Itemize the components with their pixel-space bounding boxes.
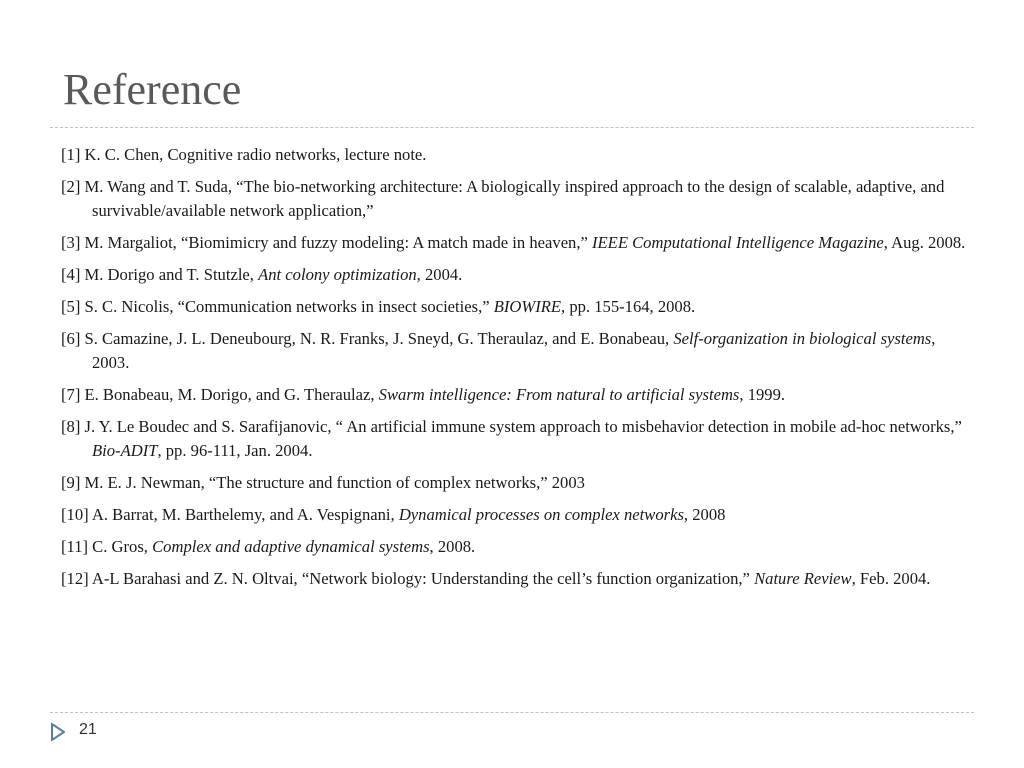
reference-text: , pp. 155-164, 2008. (561, 297, 696, 316)
reference-text: [12] A-L Barahasi and Z. N. Oltvai, “Network biology: Understanding the cell’s function organization,” (61, 569, 755, 588)
reference-source-title: Bio-ADIT (92, 441, 158, 460)
page-number: 21 (79, 721, 97, 738)
reference-item (61, 295, 966, 319)
reference-text: , 2008 (683, 505, 726, 524)
reference-source-title: Self-organization in biological systems (673, 329, 932, 348)
reference-list (61, 143, 966, 599)
reference-text: [9] M. E. J. Newman, “The structure and function of complex networks,” 2003 (61, 473, 585, 492)
reference-text: [4] M. Dorigo and T. Stutzle, (61, 265, 259, 284)
reference-item (61, 503, 966, 527)
reference-text: , 2003. (92, 329, 936, 372)
title-divider (50, 127, 974, 128)
reference-text: [6] S. Camazine, J. L. Deneubourg, N. R. Franks, J. Sneyd, G. Theraulaz, and E. Bonabeau, (61, 329, 674, 348)
reference-text: , pp. 96-111, Jan. 2004. (157, 441, 313, 460)
reference-source-title: Ant colony optimization (258, 265, 417, 284)
reference-item (61, 143, 966, 167)
reference-text: , Aug. 2008. (883, 233, 966, 252)
reference-item (61, 175, 966, 223)
reference-item (61, 567, 966, 591)
reference-item (61, 263, 966, 287)
footer-divider (50, 712, 974, 713)
reference-text: , 2008. (429, 537, 476, 556)
reference-text: , 1999. (739, 385, 786, 404)
reference-source-title: Dynamical processes on complex networks (398, 505, 684, 524)
reference-item (61, 383, 966, 407)
reference-text: [8] J. Y. Le Boudec and S. Sarafijanovic, “ An artificial immune system approach to misbehavior detection in mobile ad-hoc networks,” (61, 417, 962, 436)
reference-item (61, 231, 966, 255)
reference-text: [3] M. Margaliot, “Biomimicry and fuzzy modeling: A match made in heaven,” (61, 233, 593, 252)
reference-source-title: Nature Review (754, 569, 852, 588)
reference-item (61, 535, 966, 559)
reference-source-title: Swarm intelligence: From natural to artificial systems (378, 385, 740, 404)
reference-text: [2] M. Wang and T. Suda, “The bio-networking architecture: A biologically inspired approach to the design of scalable, adaptive, and survivable/available network application,” (61, 177, 945, 220)
reference-text: [5] S. C. Nicolis, “Communication networks in insect societies,” (61, 297, 494, 316)
reference-item (61, 471, 966, 495)
reference-text: [7] E. Bonabeau, M. Dorigo, and G. Theraulaz, (61, 385, 379, 404)
reference-text: , Feb. 2004. (851, 569, 931, 588)
reference-text: , 2004. (416, 265, 463, 284)
reference-item (61, 327, 966, 375)
reference-text: [10] A. Barrat, M. Barthelemy, and A. Vespignani, (61, 505, 399, 524)
reference-item (61, 415, 966, 463)
slide-title: Reference (63, 65, 242, 114)
reference-text: [11] C. Gros, (61, 537, 153, 556)
triangle-right-icon (51, 723, 65, 741)
reference-source-title: Complex and adaptive dynamical systems (152, 537, 430, 556)
reference-source-title: BIOWIRE (493, 297, 562, 316)
reference-text: [1] K. C. Chen, Cognitive radio networks, lecture note. (61, 145, 427, 164)
reference-source-title: IEEE Computational Intelligence Magazine (592, 233, 884, 252)
